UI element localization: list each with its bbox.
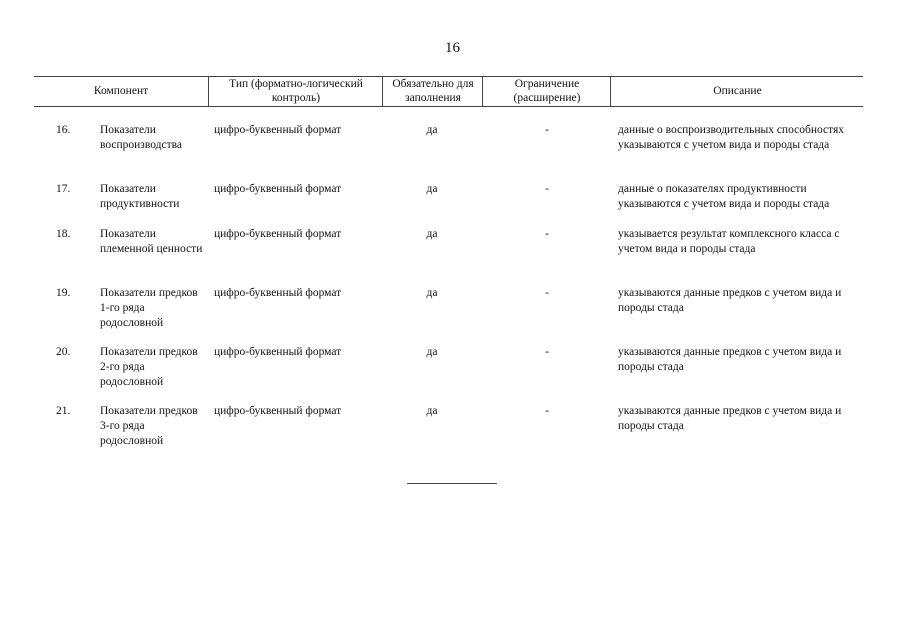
row-required: да: [426, 228, 438, 240]
row-description: данные о воспроизводительных способностях указываются с учетом вида и породы стада: [618, 124, 845, 151]
row-description: указываются данные предков с учетом вида и породы стада: [618, 346, 842, 373]
row-number: 21.: [56, 405, 71, 417]
header-component: Компонент: [93, 85, 149, 97]
row-component: Показатели предков 3-го ряда родословной: [100, 405, 198, 447]
row-number: 16.: [56, 124, 71, 136]
row-number: 20.: [56, 346, 71, 358]
row-limit: -: [545, 346, 549, 358]
row-number: 17.: [56, 183, 71, 195]
header-description: Описание: [610, 76, 864, 106]
row-limit: -: [545, 183, 549, 195]
row-required: да: [426, 124, 438, 136]
row-required: да: [426, 287, 438, 299]
row-limit: -: [545, 287, 549, 299]
row-number: 18.: [56, 228, 71, 240]
row-number: 19.: [56, 287, 71, 299]
row-type: цифро-буквенный формат: [214, 405, 342, 417]
row-type: цифро-буквенный формат: [214, 228, 342, 240]
header-required: Обязательно для заполнения: [382, 76, 483, 106]
row-component: Показатели предков 1-го ряда родословной: [100, 287, 198, 329]
row-description: указывается результат комплексного класса с учетом вида и породы стада: [618, 228, 840, 255]
row-type: цифро-буквенный формат: [214, 346, 342, 358]
row-limit: -: [545, 228, 549, 240]
row-component: Показатели предков 2-го ряда родословной: [100, 346, 198, 388]
table-header-rule: [34, 106, 863, 107]
row-component: Показатели воспроизводства: [100, 124, 182, 151]
row-limit: -: [545, 124, 549, 136]
row-description: данные о показателях продуктивности указываются с учетом вида и породы стада: [618, 183, 830, 210]
row-required: да: [426, 346, 438, 358]
row-limit: -: [545, 405, 549, 417]
row-required: да: [426, 183, 438, 195]
header-limit: Ограничение (расширение): [482, 76, 611, 106]
row-type: цифро-буквенный формат: [214, 124, 342, 136]
row-description: указываются данные предков с учетом вида и породы стада: [618, 405, 842, 432]
row-component: Показатели продуктивности: [100, 183, 180, 210]
row-type: цифро-буквенный формат: [214, 183, 342, 195]
row-component: Показатели племенной ценности: [100, 228, 203, 255]
end-of-document-rule: [407, 483, 497, 484]
header-type: Тип (форматно-логический контроль): [208, 76, 383, 106]
row-required: да: [426, 405, 438, 417]
row-type: цифро-буквенный формат: [214, 287, 342, 299]
row-description: указываются данные предков с учетом вида и породы стада: [618, 287, 842, 314]
page-number: 16: [445, 40, 460, 56]
